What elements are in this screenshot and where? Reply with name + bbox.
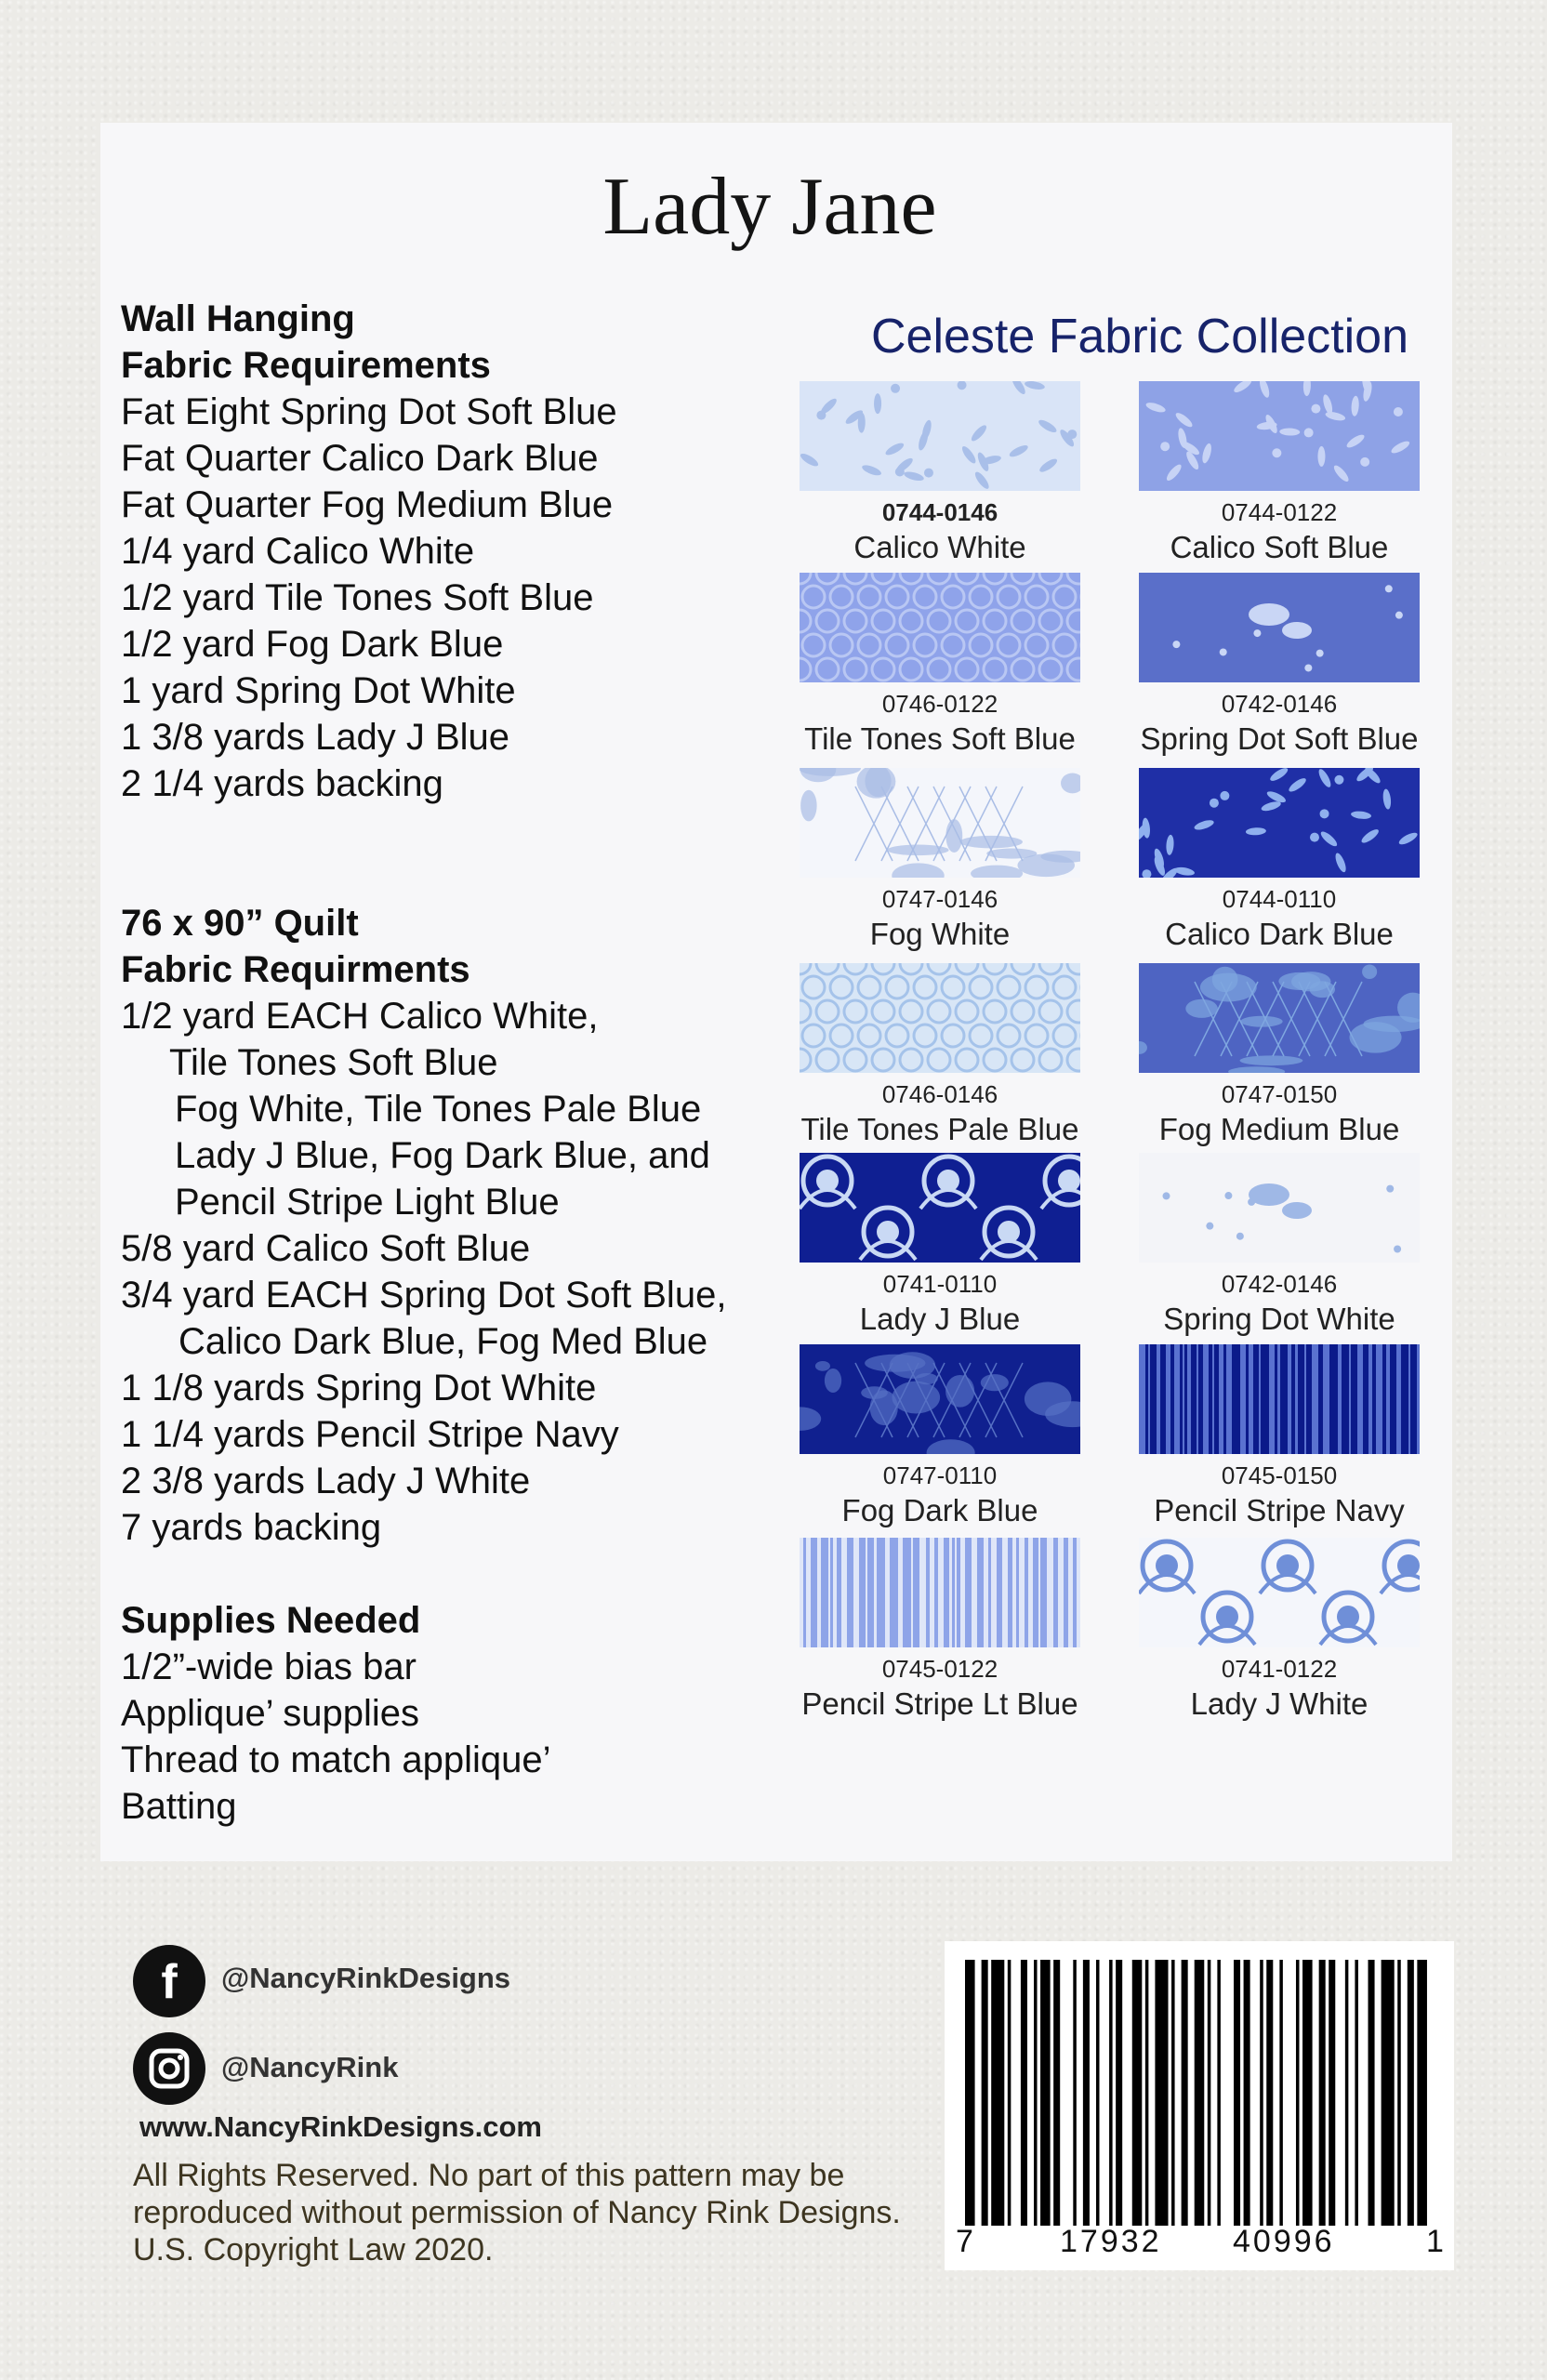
barcode-digit-first: 7 <box>956 2224 973 2259</box>
fabric-swatch <box>1139 381 1420 491</box>
wall-hanging-item: 1/4 yard Calico White <box>121 531 475 572</box>
fabric-code: 0742-0146 <box>1221 690 1338 718</box>
fabric-swatch <box>800 768 1080 878</box>
fabric-code: 0741-0110 <box>882 1270 998 1298</box>
barcode-group-left: 17932 <box>1060 2224 1162 2259</box>
fabric-code: 0745-0150 <box>1221 1461 1338 1489</box>
wall-hanging-item: Fat Quarter Calico Dark Blue <box>121 438 599 479</box>
facebook-icon: f <box>133 1945 205 2017</box>
wall-hanging-item: 1 3/8 yards Lady J Blue <box>121 717 510 758</box>
fabric-name: Tile Tones Pale Blue <box>800 1112 1079 1146</box>
fabric-name: Pencil Stripe Lt Blue <box>801 1686 1078 1721</box>
quilt-item: 3/4 yard EACH Spring Dot Soft Blue, <box>121 1275 727 1316</box>
wall-hanging-item: 2 1/4 yards backing <box>121 763 443 804</box>
quilt-item: 2 3/8 yards Lady J White <box>121 1461 531 1501</box>
fabric-code: 0744-0146 <box>881 498 998 526</box>
fabric-swatch <box>1139 573 1420 682</box>
quilt-item: Tile Tones Soft Blue <box>169 1042 498 1083</box>
quilt-item: 1 1/4 yards Pencil Stripe Navy <box>121 1414 619 1455</box>
fabric-name: Fog Medium Blue <box>1158 1112 1400 1146</box>
fabric-code: 0744-0110 <box>1222 885 1337 913</box>
fabric-code: 0746-0146 <box>881 1080 998 1108</box>
fabric-name: Lady J Blue <box>859 1302 1021 1336</box>
supplies-item: 1/2”-wide bias bar <box>121 1646 416 1687</box>
wall-hanging-item: Fat Quarter Fog Medium Blue <box>121 484 614 525</box>
rights-notice: All Rights Reserved. No part of this pattern may be reproduced without permission of Nancy Rink Designs. U.S. Copyright Law 2020. <box>133 2158 901 2268</box>
wall-hanging-heading: Wall Hanging <box>121 298 355 339</box>
wall-hanging-item: 1/2 yard Fog Dark Blue <box>121 624 504 665</box>
quilt-item: 7 yards backing <box>121 1507 382 1548</box>
fabric-swatch <box>800 381 1080 491</box>
page-title: Lady Jane <box>602 162 937 252</box>
quilt-item: Fog White, Tile Tones Pale Blue <box>175 1089 702 1130</box>
fabric-swatch <box>1139 1344 1420 1454</box>
barcode-group-right: 40996 <box>1233 2224 1335 2259</box>
barcode-bars <box>965 1960 1434 2226</box>
fabric-swatch <box>800 963 1080 1073</box>
fabric-code: 0744-0122 <box>1221 498 1338 526</box>
facebook-handle: @NancyRinkDesigns <box>221 1962 511 1994</box>
fabric-code: 0741-0122 <box>1221 1655 1338 1683</box>
quilt-item: Calico Dark Blue, Fog Med Blue <box>178 1321 708 1362</box>
supplies-item: Applique’ supplies <box>121 1693 419 1734</box>
fabric-name: Lady J White <box>1190 1686 1368 1721</box>
fabric-swatch <box>800 1538 1080 1647</box>
fabric-swatch <box>800 1153 1080 1263</box>
quilt-item: 5/8 yard Calico Soft Blue <box>121 1228 531 1269</box>
fabric-name: Calico Soft Blue <box>1170 530 1389 564</box>
fabric-swatch <box>1139 768 1420 878</box>
supplies-heading: Supplies Needed <box>121 1600 421 1641</box>
fabric-name: Calico Dark Blue <box>1165 917 1394 951</box>
fabric-code: 0746-0122 <box>881 690 998 718</box>
fabric-name: Spring Dot White <box>1163 1302 1395 1336</box>
quilt-item: 1 1/8 yards Spring Dot White <box>121 1368 597 1408</box>
wall-hanging-item: Fat Eight Spring Dot Soft Blue <box>121 391 617 432</box>
fabric-name: Calico White <box>853 530 1026 564</box>
requirements-column <box>121 296 827 1830</box>
fabric-name: Spring Dot Soft Blue <box>1140 721 1419 756</box>
fabric-code: 0747-0150 <box>1221 1080 1338 1108</box>
fabric-name: Pencil Stripe Navy <box>1154 1493 1405 1527</box>
fabric-swatch <box>800 573 1080 682</box>
fabric-swatch <box>1139 1153 1420 1263</box>
fabric-name: Fog White <box>869 917 1011 951</box>
supplies-item: Batting <box>121 1786 237 1827</box>
fabric-swatch <box>800 1344 1080 1454</box>
fabric-code: 0742-0146 <box>1221 1270 1338 1298</box>
website-link[interactable]: www.NancyRinkDesigns.com <box>139 2110 542 2143</box>
quilt-subheading: Fabric Requirments <box>121 949 470 990</box>
wall-hanging-item: 1 yard Spring Dot White <box>121 670 516 711</box>
instagram-icon <box>133 2032 205 2105</box>
quilt-item: Lady J Blue, Fog Dark Blue, and <box>175 1135 710 1176</box>
fabric-swatch <box>1139 1538 1420 1647</box>
content-panel <box>100 123 1452 1861</box>
fabric-swatch <box>1139 963 1420 1073</box>
supplies-item: Thread to match applique’ <box>121 1739 551 1780</box>
fabric-code: 0745-0122 <box>881 1655 998 1683</box>
quilt-heading: 76 x 90” Quilt <box>121 903 359 944</box>
barcode <box>945 1941 1454 2270</box>
fabric-code: 0747-0146 <box>881 885 998 913</box>
barcode-digit-last: 1 <box>1426 2224 1444 2259</box>
wall-hanging-subheading: Fabric Requirements <box>121 345 491 386</box>
quilt-item: Pencil Stripe Light Blue <box>175 1182 560 1223</box>
quilt-item: 1/2 yard EACH Calico White, <box>121 996 599 1037</box>
wall-hanging-item: 1/2 yard Tile Tones Soft Blue <box>121 577 594 618</box>
fabric-code: 0747-0110 <box>882 1461 998 1489</box>
fabric-name: Tile Tones Soft Blue <box>804 721 1076 756</box>
collection-title: Celeste Fabric Collection <box>870 310 1409 364</box>
fabric-name: Fog Dark Blue <box>841 1493 1038 1527</box>
instagram-handle: @NancyRink <box>221 2051 399 2083</box>
